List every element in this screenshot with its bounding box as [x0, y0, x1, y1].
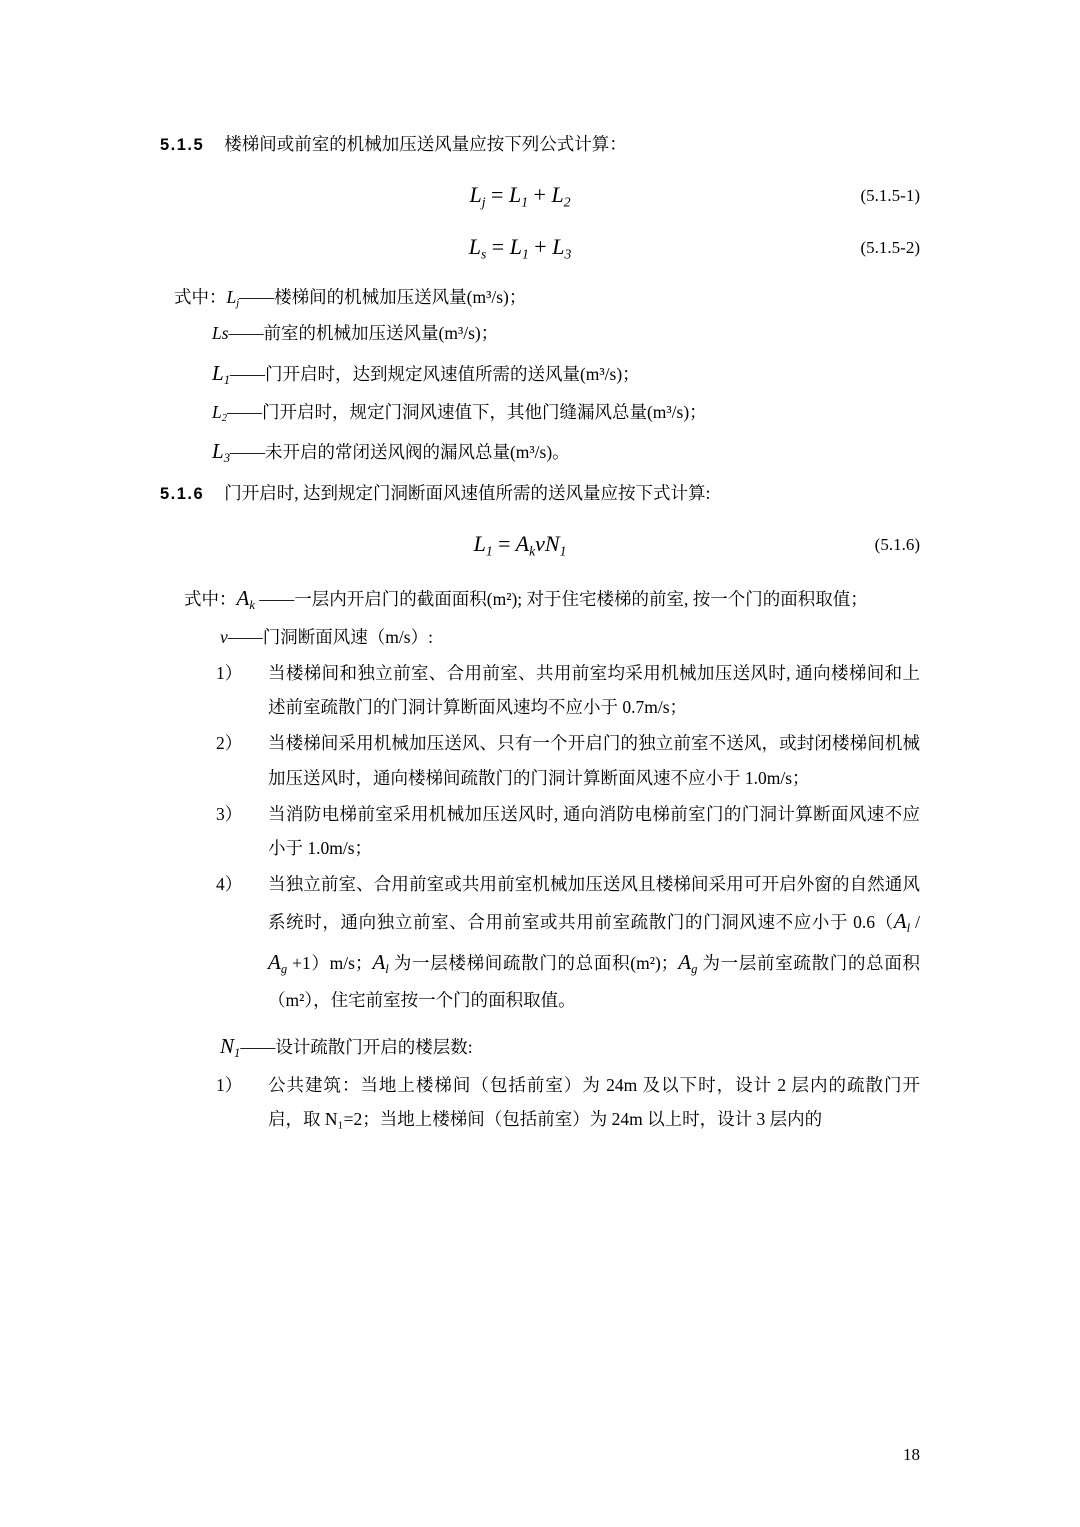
list-text: 当楼梯间采用机械加压送风、只有一个开启门的独立前室不送风，或封闭楼梯间机械加压送风时，通向楼梯间疏散门的门洞计算断面风速不应小于 1.0m/s； [268, 733, 920, 788]
symbol-al-2: $A_l$ [372, 949, 389, 976]
list-text-composite [268, 867, 920, 1017]
formula-5-1-5-1-row [160, 182, 920, 212]
symbol-ak: $A_k$ [236, 586, 255, 612]
list-text: 当消防电梯前室采用机械加压送风时, 通向消防电梯前室门的门洞计算断面风速不应小于 1.0m/s； [268, 803, 920, 858]
list-item [216, 1068, 920, 1136]
formula-5-1-6: $L_1 = A_kvN_1$ [473, 531, 567, 559]
formula-5-1-6-row [160, 531, 920, 561]
symbol-ls: Ls [212, 322, 229, 343]
definition-v-text: ——门洞断面风速（m/s）: [227, 627, 433, 648]
list-text: 公共建筑：当地上楼梯间（包括前室）为 24m 及以下时，设计 2 层内的疏散门开启，取 N₁=2；当地上楼梯间（包括前室）为 24m 以上时，设计 3 层内的 [268, 1075, 920, 1130]
symbol-lj: $L_j$ [226, 286, 240, 309]
clause-number: 5.1.6 [160, 485, 205, 504]
list-item [216, 656, 920, 724]
list-text-part-5: 为一层前室疏散门的总面积（m²），住宅前室按一个门的面积取值。 [268, 952, 921, 1010]
definition-l1 [212, 352, 920, 395]
formula-5-1-5-1-label: (5.1.5-1) [860, 185, 920, 205]
definition-lj [174, 280, 920, 316]
list-item [216, 726, 920, 794]
definition-ls [212, 316, 920, 352]
definition-l2 [212, 395, 920, 431]
definition-ak-text: ——一层内开启门的截面面积(m²); 对于住宅楼梯的前室, 按一个门的面积取值； [259, 589, 868, 610]
page-number: 18 [903, 1445, 920, 1464]
list-marker: 1） [216, 663, 243, 684]
list-text-part-1: 当独立前室、合用前室或共用前室机械加压送风且楼梯间采用可开启外窗的自然通风系统时，通向独立前室、合用前室或共用前室疏散门的门洞风速不应小于 0.6（ [268, 873, 920, 933]
clause-text: 门开启时, 达到规定门洞断面风速值所需的送风量应按下式计算: [224, 483, 711, 504]
symbol-l3: $L_3$ [212, 439, 230, 466]
shizhong-label: 式中： [174, 286, 227, 307]
shizhong-label-2: 式中： [184, 589, 237, 610]
symbol-v: v [220, 627, 228, 648]
list-item [216, 797, 920, 865]
list-text-part-2: / [910, 912, 920, 933]
definition-n1-text: ——设计疏散门开启的楼层数: [240, 1037, 473, 1058]
list-text: 当楼梯间和独立前室、合用前室、共用前室均采用机械加压送风时, 通向楼梯间和上述前室疏散门的门洞计算断面风速均不应小于 0.7m/s； [268, 663, 920, 718]
list-text-part-4: 为一层楼梯间疏散门的总面积(m²)； [388, 952, 679, 973]
definition-ls-text: ——前室的机械加压送风量(m³/s)； [228, 322, 499, 343]
symbol-ag: $A_g$ [268, 949, 288, 976]
definition-lj-text: ——楼梯间的机械加压送风量(m³/s)； [239, 286, 527, 307]
formula-5-1-5-2: $L_s = L_1 + L_3$ [468, 233, 572, 262]
definition-n1 [220, 1025, 920, 1068]
list-marker: 1） [216, 1075, 243, 1096]
definition-l3-text: ——未开启的常闭送风阀的漏风总量(m³/s)。 [229, 442, 570, 463]
formula-5-1-5-2-label: (5.1.5-2) [860, 237, 920, 257]
list-marker: 3） [216, 803, 243, 824]
definition-v [220, 620, 920, 656]
definition-l1-text: ——门开启时，达到规定风速值所需的送风量(m³/s)； [229, 363, 640, 384]
formula-5-1-5-2-row [160, 234, 920, 264]
symbol-n1: $N_1$ [220, 1034, 241, 1060]
list-item [216, 867, 920, 1017]
clause-5-1-6 [160, 479, 920, 509]
symbol-l2: $L_2$ [212, 401, 227, 424]
definition-l2-text: ——门开启时，规定门洞风速值下，其他门缝漏风总量(m³/s)； [226, 401, 707, 422]
n1-conditions-list [160, 1068, 920, 1136]
list-marker: 4） [216, 873, 243, 894]
v-conditions-list [160, 656, 920, 1017]
list-text-part-3: +1）m/s； [287, 952, 373, 973]
clause-5-1-5 [160, 130, 920, 160]
formula-5-1-6-label: (5.1.6) [874, 535, 920, 555]
clause-number: 5.1.5 [160, 136, 205, 154]
symbol-ag-2: $A_g$ [678, 949, 698, 976]
definition-l3 [212, 430, 920, 473]
symbol-al: $A_l$ [893, 909, 911, 935]
list-marker: 2） [216, 733, 243, 754]
symbol-l1: $L_1$ [212, 360, 230, 387]
clause-text: 楼梯间或前室的机械加压送风量应按下列公式计算： [224, 134, 627, 154]
definition-ak [184, 577, 920, 620]
formula-5-1-5-1: $L_j = L_1 + L_2$ [469, 181, 571, 210]
